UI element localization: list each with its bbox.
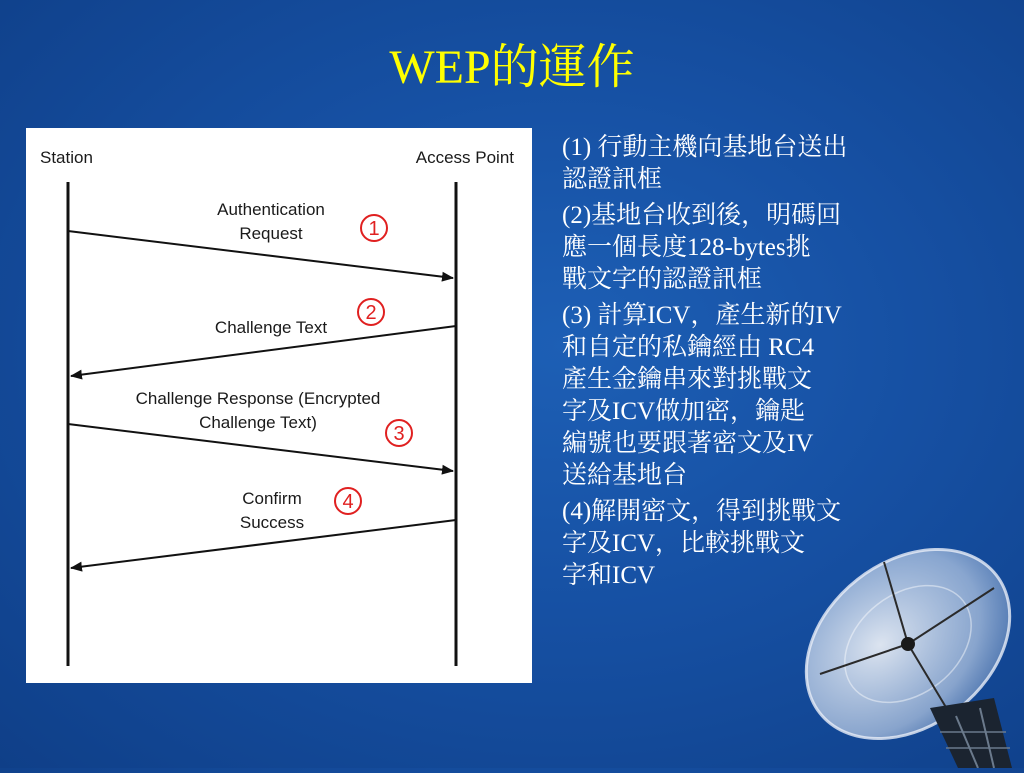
message-3-label-line-2: Challenge Text) — [199, 413, 317, 432]
message-4-label-line-2: Success — [239, 513, 305, 532]
step-3-number: 3 — [393, 423, 405, 445]
step-2-line-3: 戰文字的認證訊框 — [562, 266, 763, 293]
message-4-label-line-1: Confirm — [242, 489, 302, 508]
message-1-label-line-2: Request — [239, 224, 303, 243]
message-3 — [68, 389, 453, 471]
wep-sequence-diagram — [26, 128, 532, 683]
step-3 — [562, 300, 962, 492]
step-3-line-1: (3) 計算ICV，產生新的IV — [562, 302, 842, 329]
step-2-line-2: 應一個長度128-bytes挑 — [562, 234, 811, 261]
message-2 — [71, 299, 456, 376]
message-4 — [71, 488, 456, 568]
satellite-dish-icon — [780, 548, 1024, 768]
access-point-label: Access Point — [415, 148, 514, 167]
step-4-number: 4 — [342, 491, 354, 513]
step-2-number: 2 — [365, 302, 377, 324]
step-2-line-1: (2)基地台收到後，明碼回 — [562, 202, 842, 229]
message-2-label-line-1: Challenge Text — [214, 318, 328, 337]
station-label: Station — [40, 148, 93, 167]
step-3-line-2: 和自定的私鑰經由 RC4 — [562, 334, 815, 361]
step-1-line-1: (1) 行動主機向基地台送出 — [562, 134, 848, 161]
slide-title: WEP的運作 — [389, 41, 635, 94]
step-4-line-1: (4)解開密文，得到挑戰文 — [562, 498, 842, 525]
message-3-label-line-1: Challenge Response (Encrypted — [135, 389, 381, 408]
step-3-line-4: 字及ICV做加密，鑰匙 — [562, 398, 806, 425]
step-4-line-2: 字及ICV，比較挑戰文 — [562, 530, 806, 557]
sequence-diagram-svg — [26, 128, 532, 683]
step-2 — [562, 200, 962, 296]
step-4-line-3: 字和ICV — [562, 562, 656, 589]
step-1-number: 1 — [368, 218, 380, 240]
steps-list — [562, 132, 962, 596]
message-1 — [68, 200, 453, 278]
step-1-line-2: 認證訊框 — [562, 166, 663, 193]
step-3-line-6: 送給基地台 — [562, 462, 688, 489]
step-3-line-5: 編號也要跟著密文及IV — [562, 430, 814, 457]
message-1-label-line-1: Authentication — [217, 200, 325, 219]
step-1 — [562, 132, 962, 196]
step-3-line-3: 產生金鑰串來對挑戰文 — [562, 366, 813, 393]
